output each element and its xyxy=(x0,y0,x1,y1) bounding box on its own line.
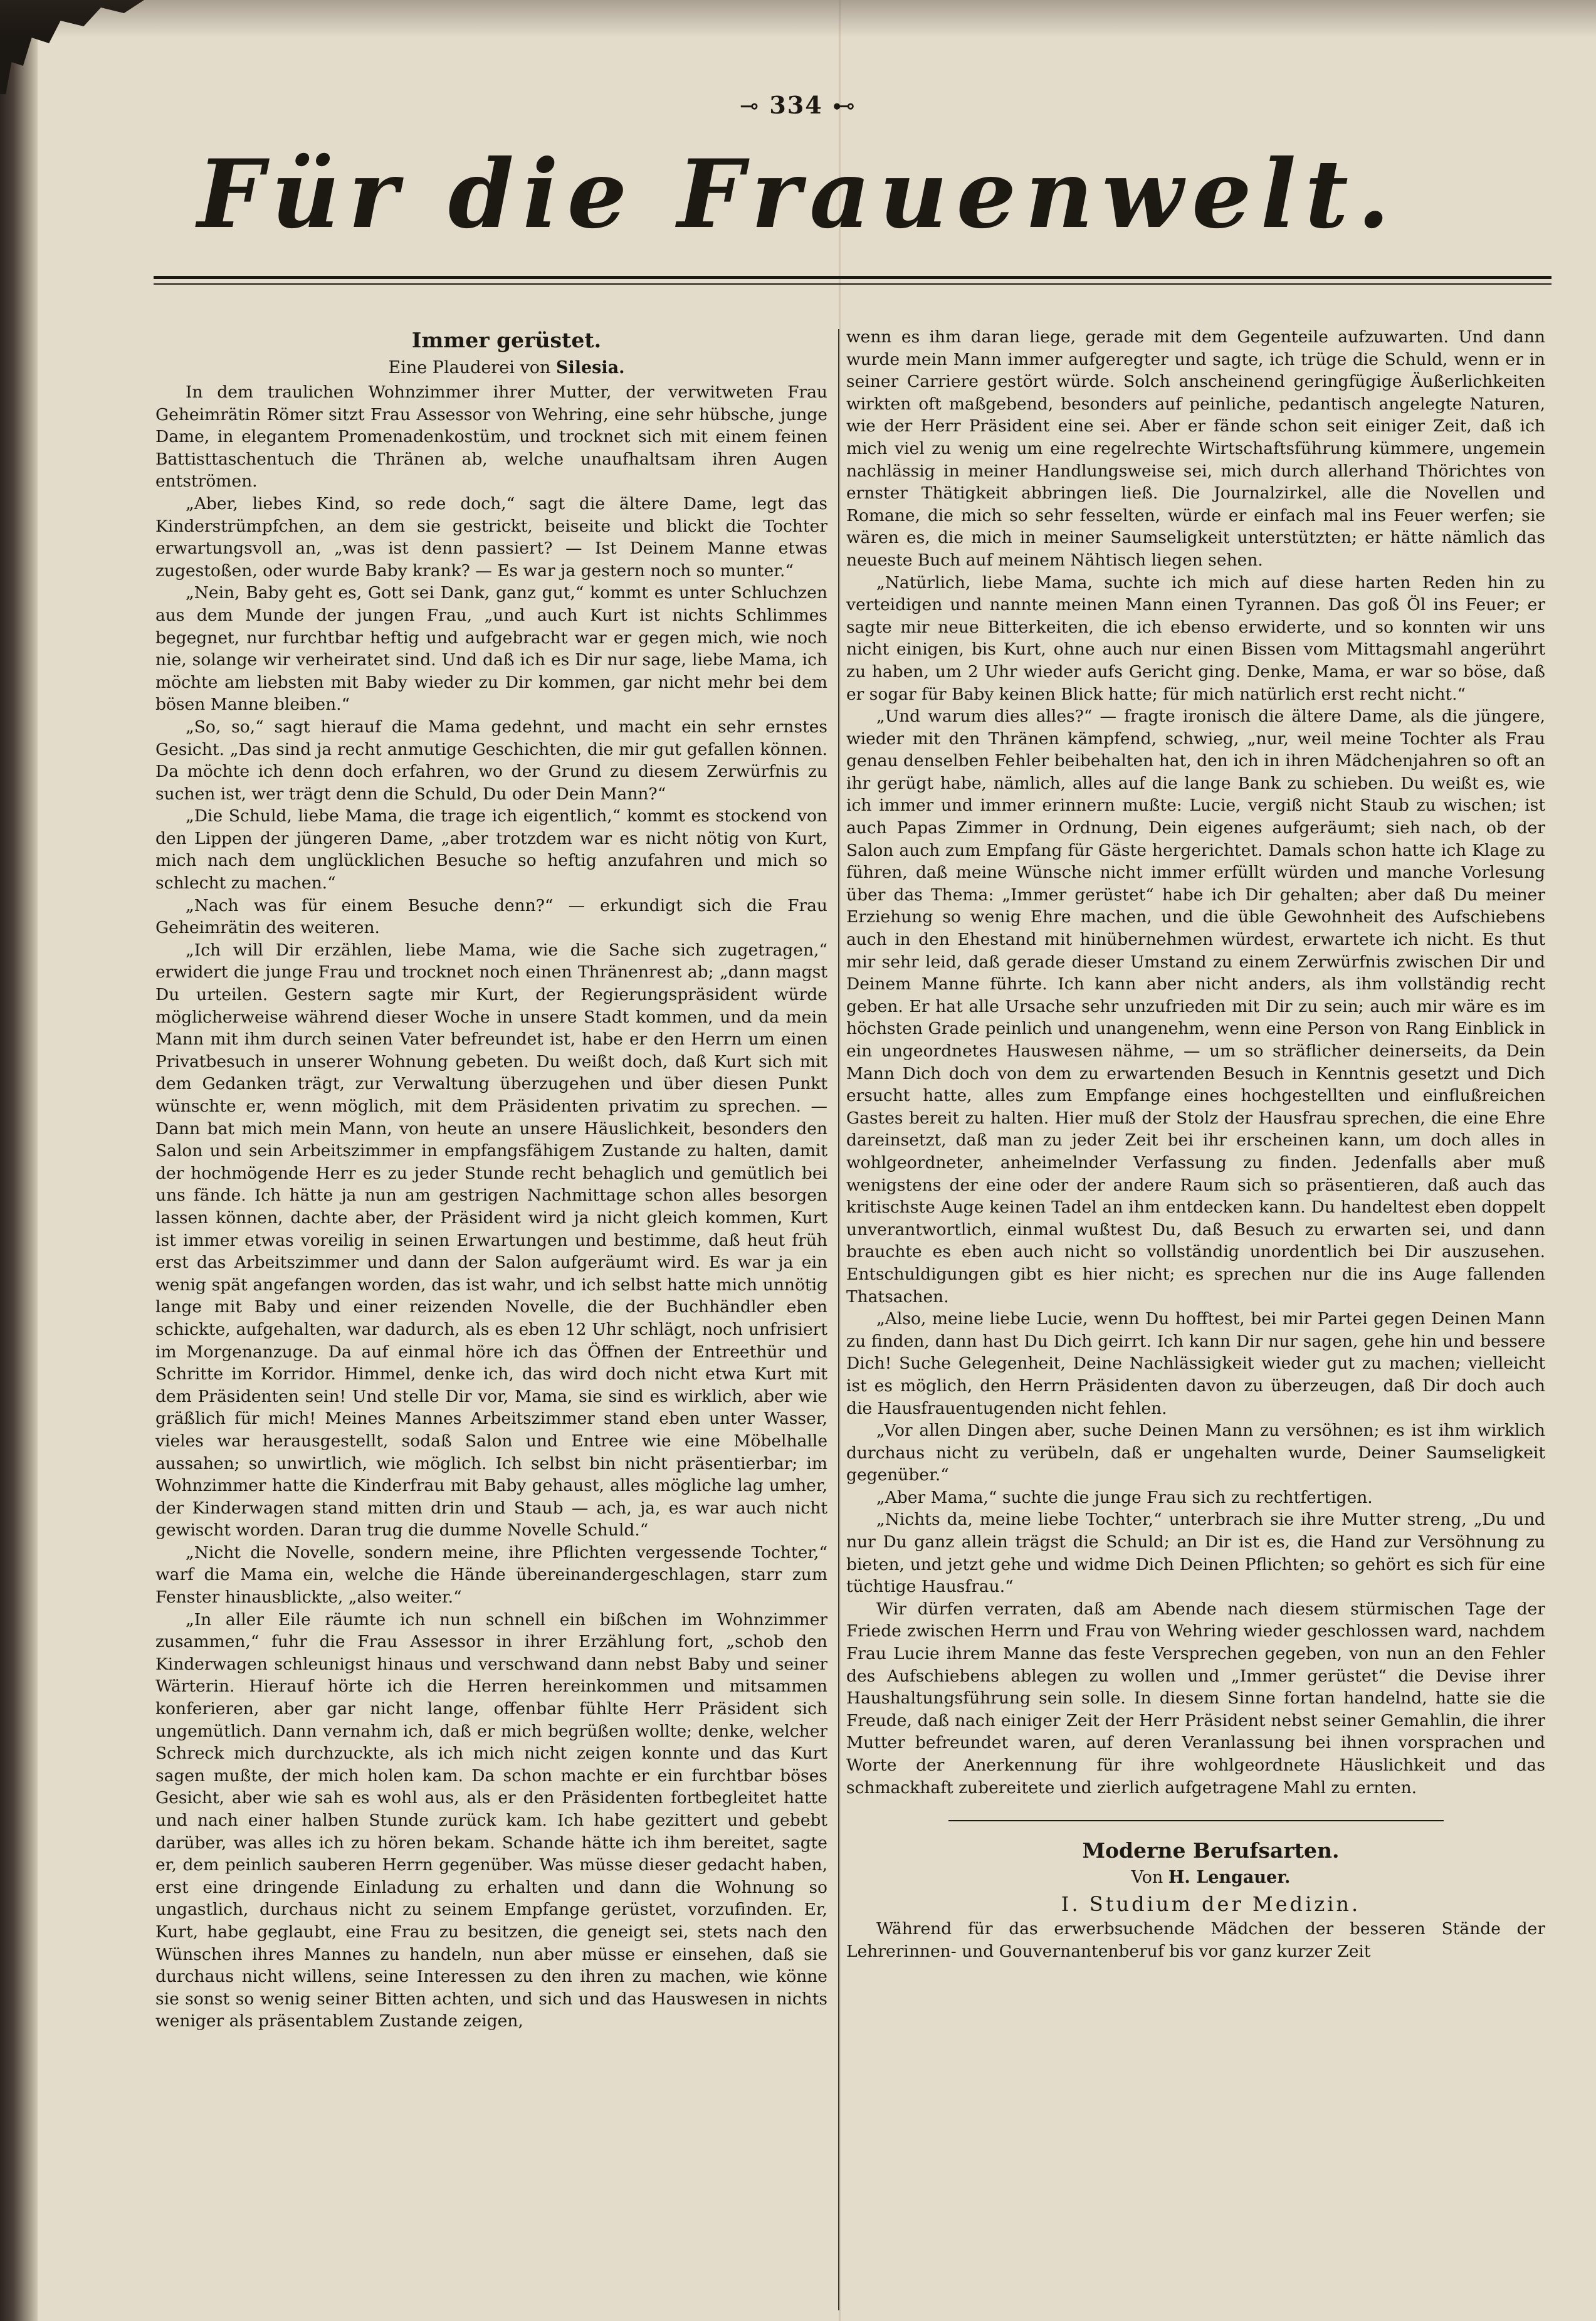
paragraph: „Die Schuld, liebe Mama, die trage ich eigentlich,“ kommt es stockend von den Lippen der jüngeren Dame, „aber trotzdem war es nicht nötig von Kurt, mich nach dem unglücklichen Besuche so heftig anzufahren und mich so schlecht zu machen.“ xyxy=(155,806,827,893)
paragraph: „Und warum dies alles?“ — fragte ironisch die ältere Dame, als die jüngere, wieder mit den Thränen kämpfend, schwieg, „nur, weil meine Tochter als Frau genau denselben Fehler beibehalten hat, den ich in ihren Mädchenjahren so oft an ihr gerügt habe, nämlich, alles auf die lange Bank zu schieben. Du weißt es, wie ich immer und immer erinnern mußte: Lucie, vergiß nicht Staub zu wischen; ist auch Papas Zimmer in Ordnung, Dein eigenes aufgeräumt; sieh nach, ob der Salon auch zum Empfang für Gäste hergerichtet. Damals schon hatte ich Klage zu führen, daß meine Wünsche nicht immer erfüllt würden und manche Vorlesung über das Thema: „Immer gerüstet“ habe ich Dir gehalten; aber daß Du meiner Erziehung so wenig Ehre machen, und die üble Gewohnheit des Aufschiebens auch in den Ehestand mit hinübernehmen würdest, erwartete ich nicht. Es thut mir sehr leid, daß gerade dieser Umstand zu einem Zerwürfnis zwischen Dir und Deinem Manne führte. Ich kann aber nicht anders, als ihm vollständig recht geben. Er hat alle Ursache sehr unzufrieden mit Dir zu sein; auch mir wäre es im höchsten Grade peinlich und unangenehm, wenn eine Person von Rang Einblick in ein ungeordnetes Hauswesen nähme, — um so sträflicher deinerseits, da Dein Mann Dich doch von dem zu erwartenden Besuch in Kenntnis gesetzt und Dich ersucht hatte, alles zum Empfange eines hochgestellten und einflußreichen Gastes bereit zu halten. Hier muß der Stolz der Hausfrau sprechen, die eine Ehre dareinsetzt, daß man zu jeder Zeit bei ihr erscheinen kann, um doch alles in wohlgeordneter, anheimelnder Verfassung zu finden. Jedenfalls aber muß wenigstens der eine oder der andere Raum sich so präsentieren, daß auch das kritischste Auge keinen Tadel an ihm entdecken kann. Du handeltest eben doppelt unverantwortlich, einmal wußtest Du, daß Besuch zu erwarten sei, und dann brauchte es eben auch nicht so vollständig unordentlich bei Dir auszusehen. Entschuldigungen gibt es hier nicht; es sprechen nur die ins Auge fallenden Thatsachen. xyxy=(846,707,1545,1307)
paragraph: „Vor allen Dingen aber, suche Deinen Mann zu versöhnen; es ist ihm wirklich durchaus nicht zu verübeln, daß er ungehalten wurde, Deiner Saumseligkeit gegenüber.“ xyxy=(846,1421,1545,1485)
paragraph: „Nichts da, meine liebe Tochter,“ unterbrach sie ihre Mutter streng, „Du und nur Du ganz allein trägst die Schuld; an Dir ist es, die Hand zur Versöhnung zu bieten, und jetzt gehe und widme Dich Deinen Pflichten; so gehört es sich für eine tüchtige Hausfrau.“ xyxy=(846,1510,1545,1597)
byline-author: Silesia. xyxy=(555,358,625,377)
article-byline xyxy=(155,355,827,381)
byline-prefix: Eine Plauderei von xyxy=(388,358,551,377)
paragraph: „Aber, liebes Kind, so rede doch,“ sagt die ältere Dame, legt das Kinderstrümpfchen, an dem sie gestrickt, beiseite und blickt die Tochter erwartungsvoll an, „was ist denn passiert? — Ist Deinem Manne etwas zugestoßen, oder wurde Baby krank? — Es war ja gestern noch so munter.“ xyxy=(155,493,827,581)
paragraph: „Nach was für einem Besuche denn?“ — erkundigt sich die Frau Geheimrätin des weiteren. xyxy=(155,895,827,938)
paragraph: „Nicht die Novelle, sondern meine, ihre Pflichten vergessende Tochter,“ warf die Mama ein, welche die Hände übereinandergeschlagen, starr zum Fenster hinausblickte, „also weiter.“ xyxy=(155,1542,827,1608)
ornament-left-icon: ⊸ xyxy=(740,93,760,119)
page-edge-shadow xyxy=(0,0,38,2321)
title-rule-thin xyxy=(154,283,1551,285)
section-title: Für die Frauenwelt. xyxy=(197,139,1399,250)
page-number xyxy=(673,91,923,119)
paragraph: „Ich will Dir erzählen, liebe Mama, wie die Sache sich zugetragen,“ erwidert die junge Frau und trocknet noch einen Thränenrest ab; „dann magst Du urteilen. Gestern sagte mir Kurt, der Regierungspräsident würde möglicherweise während dieser Woche in unsere Stadt kommen, und da mein Mann mit ihm durch seinen Vater befreundet ist, habe er den Herrn um einen Privatbesuch in unserer Wohnung gebeten. Du weißt doch, daß Kurt sich mit dem Gedanken trägt, zur Verwaltung überzugehen und über diesen Punkt wünschte er, wenn möglich, mit dem Präsidenten privatim zu sprechen. — Dann bat mich mein Mann, von heute an unsere Häuslichkeit, besonders den Salon und sein Arbeitszimmer in empfangsfähigem Zustande zu halten, damit der hochmögende Herr es zu jeder Stunde recht behaglich und gemütlich bei uns fände. Ich hätte ja nun am gestrigen Nachmittage schon alles besorgen lassen können, dachte aber, der Präsident wird ja nicht gleich kommen, Kurt ist immer etwas voreilig in seinen Erwartungen und bestimme, daß heut früh erst das Arbeitszimmer und dann der Salon aufgeräumt wird. Es war ja ein wenig spät angefangen worden, das ist wahr, und ich selbst hatte mich unnötig lange mit Baby und einer reizenden Novelle, die der Buchhändler eben schickte, aufgehalten, war dadurch, als es eben 12 Uhr schlägt, noch unfrisiert im Morgenanzuge. Da auf einmal höre ich das Öffnen der Entreethür und Schritte im Korridor. Himmel, denke ich, das wird doch nicht etwa Kurt mit dem Präsidenten sein! Und stelle Dir vor, Mama, sie sind es wirklich, aber wie gräßlich für mich! Meines Mannes Arbeitszimmer stand eben unter Wasser, vieles war herausgestellt, sodaß Salon und Entree wie eine Möbelhalle aussahen; so unwirtlich, wie möglich. Ich selbst bin nicht präsentierbar; im Wohnzimmer hatte die Kinderfrau mit Baby gehaust, alles mögliche lag umher, der Kinderwagen stand mitten drin und Staub — ach, ja, es war auch nicht gewischt worden. Daran trug die dumme Novelle Schuld.“ xyxy=(155,940,827,1540)
section-divider xyxy=(948,1820,1444,1821)
byline-author-2: H. Lengauer. xyxy=(1168,1868,1291,1888)
paragraph: Wir dürfen verraten, daß am Abende nach diesem stürmischen Tage der Friede zwischen Herrn und Frau von Wehring wieder geschlossen ward, nachdem Frau Lucie ihrem Manne das feste Versprechen gegeben, von nun an den Fehler des Aufschiebens ablegen zu wollen und „Immer gerüstet“ die Devise ihrer Haushaltungsführung sein solle. In diesem Sinne fortan handelnd, hatte sie die Freude, daß nach einiger Zeit der Herr Präsident nebst seiner Gemahlin, die ihrer Mutter befreundet waren, auf deren Veranlassung bei ihnen vorsprachen und Worte der Anerkennung für ihre wohlgeordnete Häuslichkeit und das schmackhaft zubereitete und zierlich aufgetragene Mahl zu ernten. xyxy=(846,1599,1545,1797)
paragraph: „In aller Eile räumte ich nun schnell ein bißchen im Wohnzimmer zusammen,“ fuhr die Frau Assessor in ihrer Erzählung fort, „schob den Kinderwagen schleunigst hinaus und verschwand dann nebst Baby und seiner Wärterin. Hierauf hörte ich die Herren hereinkommen und mitsammen konferieren, aber gar nicht lange, offenbar fühlte Herr Präsident sich ungemütlich. Dann vernahm ich, daß er mich begrüßen wollte; denke, welcher Schreck mich durchzuckte, als ich mich nicht zeigen konnte und das Kurt sagen mußte, der mich holen kam. Da schon machte er ein furchtbar böses Gesicht, aber wie sah es wohl aus, als er den Präsidenten fortbegleitet hatte und nach einer halben Stunde zurück kam. Ich habe gezittert und gebebt darüber, was alles ich zu hören bekam. Schande hätte ich ihm bereitet, sagte er, dem peinlich sauberen Herrn gegenüber. Was müsse dieser gedacht haben, erst eine dringende Einladung zu erhalten und dann die Wohnung so ungastlich, durchaus nicht zu seinem Empfange gerüstet, vorzufinden. Er, Kurt, habe geglaubt, eine Frau zu besitzen, die geneigt sei, stets nach den Wünschen ihres Mannes zu handeln, nun aber müsse er einsehen, daß sie durchaus nicht willens, seine Interessen zu den ihren zu machen, wie könne sie sonst so wenig seiner Bitten achten, und sich und das Hauswesen in nichts weniger als präsentablem Zustande zeigen, xyxy=(155,1609,827,2031)
left-column xyxy=(155,326,827,2033)
ornament-right-icon: ⊷ xyxy=(832,93,856,119)
right-column xyxy=(846,326,1545,1962)
article-subtitle-2: I. Studium der Medizin. xyxy=(1061,1892,1361,1917)
paragraph: Während für das erwerbsuchende Mädchen der besseren Stände der Lehrerinnen- und Gouvernantenberuf bis vor ganz kurzer Zeit xyxy=(846,1919,1545,1961)
column-divider xyxy=(838,329,839,2310)
byline-prefix-2: Von xyxy=(1131,1868,1163,1888)
paragraph-continued: wenn es ihm daran liege, gerade mit dem Gegenteile aufzuwarten. Und dann wurde mein Mann immer aufgeregter und sagte, ich trüge die Schuld, wenn er in seiner Carriere gestört würde. Solch anscheinend geringfügige Äußerlichkeiten wirkten oft maßgebend, besonders auf peinliche, pedantisch angelegte Naturen, wie der Herr Präsident eine sei. Aber er fände schon seit einiger Zeit, daß ich mich viel zu wenig um eine regelrechte Wirtschaftsführung kümmere, ungemein nachlässig in meiner Handlungsweise sei, mich durch allerhand Thörichtes von ernster Thätigkeit abbringen ließ. Die Journalzirkel, alle die Novellen und Romane, die mich so sehr fesselten, würde er einfach mal ins Feuer werfen; sie wären es, die mich in meiner Saumseligkeit unterstützten; er hätte nämlich das neueste Buch auf meinem Nähtisch liegen sehen. xyxy=(846,327,1545,570)
article-title-2: Moderne Berufsarten. xyxy=(1082,1838,1340,1863)
paragraph: „Natürlich, liebe Mama, suchte ich mich auf diese harten Reden hin zu verteidigen und nannte meinen Mann einen Tyrannen. Das goß Öl ins Feuer; er sagte mir neue Bitterkeiten, die ich ebenso erwiderte, und so konnten wir uns nicht einigen, bis Kurt, ohne auch nur einen Bissen vom Mittagsmahl angerührt zu haben, um 2 Uhr wieder aufs Gericht ging. Denke, Mama, er war so böse, daß er sogar für Baby keinen Blick hatte; für mich natürlich erst recht nicht.“ xyxy=(846,572,1545,704)
paragraph: „Nein, Baby geht es, Gott sei Dank, ganz gut,“ kommt es unter Schluchzen aus dem Munde der jungen Frau, „und auch Kurt ist nichts Schlimmes begegnet, nur furchtbar heftig und aufgebracht war er gegen mich, wie noch nie, solange wir verheiratet sind. Und daß ich es Dir nur sage, liebe Mama, ich möchte am liebsten mit Baby wieder zu Dir kommen, gar nicht mehr bei dem bösen Manne bleiben.“ xyxy=(155,583,827,715)
article-byline-2 xyxy=(846,1865,1545,1890)
article-title: Immer gerüstet. xyxy=(411,328,602,352)
page-number-value: 334 xyxy=(769,91,823,119)
paragraph: „So, so,“ sagt hierauf die Mama gedehnt, und macht ein sehr ernstes Gesicht. „Das sind ja recht anmutige Geschichten, die mir gut gefallen können. Da möchte ich denn doch erfahren, wo der Grund zu diesem Zerwürfnis zu suchen ist, wer trägt denn die Schuld, Du oder Dein Mann?“ xyxy=(155,717,827,804)
paragraph: In dem traulichen Wohnzimmer ihrer Mutter, der verwitweten Frau Geheimrätin Römer sitzt Frau Assessor von Wehring, eine sehr hübsche, junge Dame, in elegantem Promenadenkostüm, und trocknet sich mit einem feinen Battisttaschentuch die Thränen ab, welche unaufhaltsam ihren Augen entströmen. xyxy=(155,382,827,492)
top-edge-shadow xyxy=(0,0,1596,38)
title-rule-thick xyxy=(154,276,1551,279)
paragraph: „Also, meine liebe Lucie, wenn Du hofftest, bei mir Partei gegen Deinen Mann zu finden, dann hast Du Dich geirrt. Ich kann Dir nur sagen, gehe hin und bessere Dich! Suche Gelegenheit, Deine Nachlässigkeit wieder gut zu machen; vielleicht ist es möglich, den Herrn Präsidenten davon zu überzeugen, daß Dir doch auch die Hausfrauentugenden nicht fehlen. xyxy=(846,1309,1545,1418)
paragraph: „Aber Mama,“ suchte die junge Frau sich zu rechtfertigen. xyxy=(876,1487,1373,1507)
